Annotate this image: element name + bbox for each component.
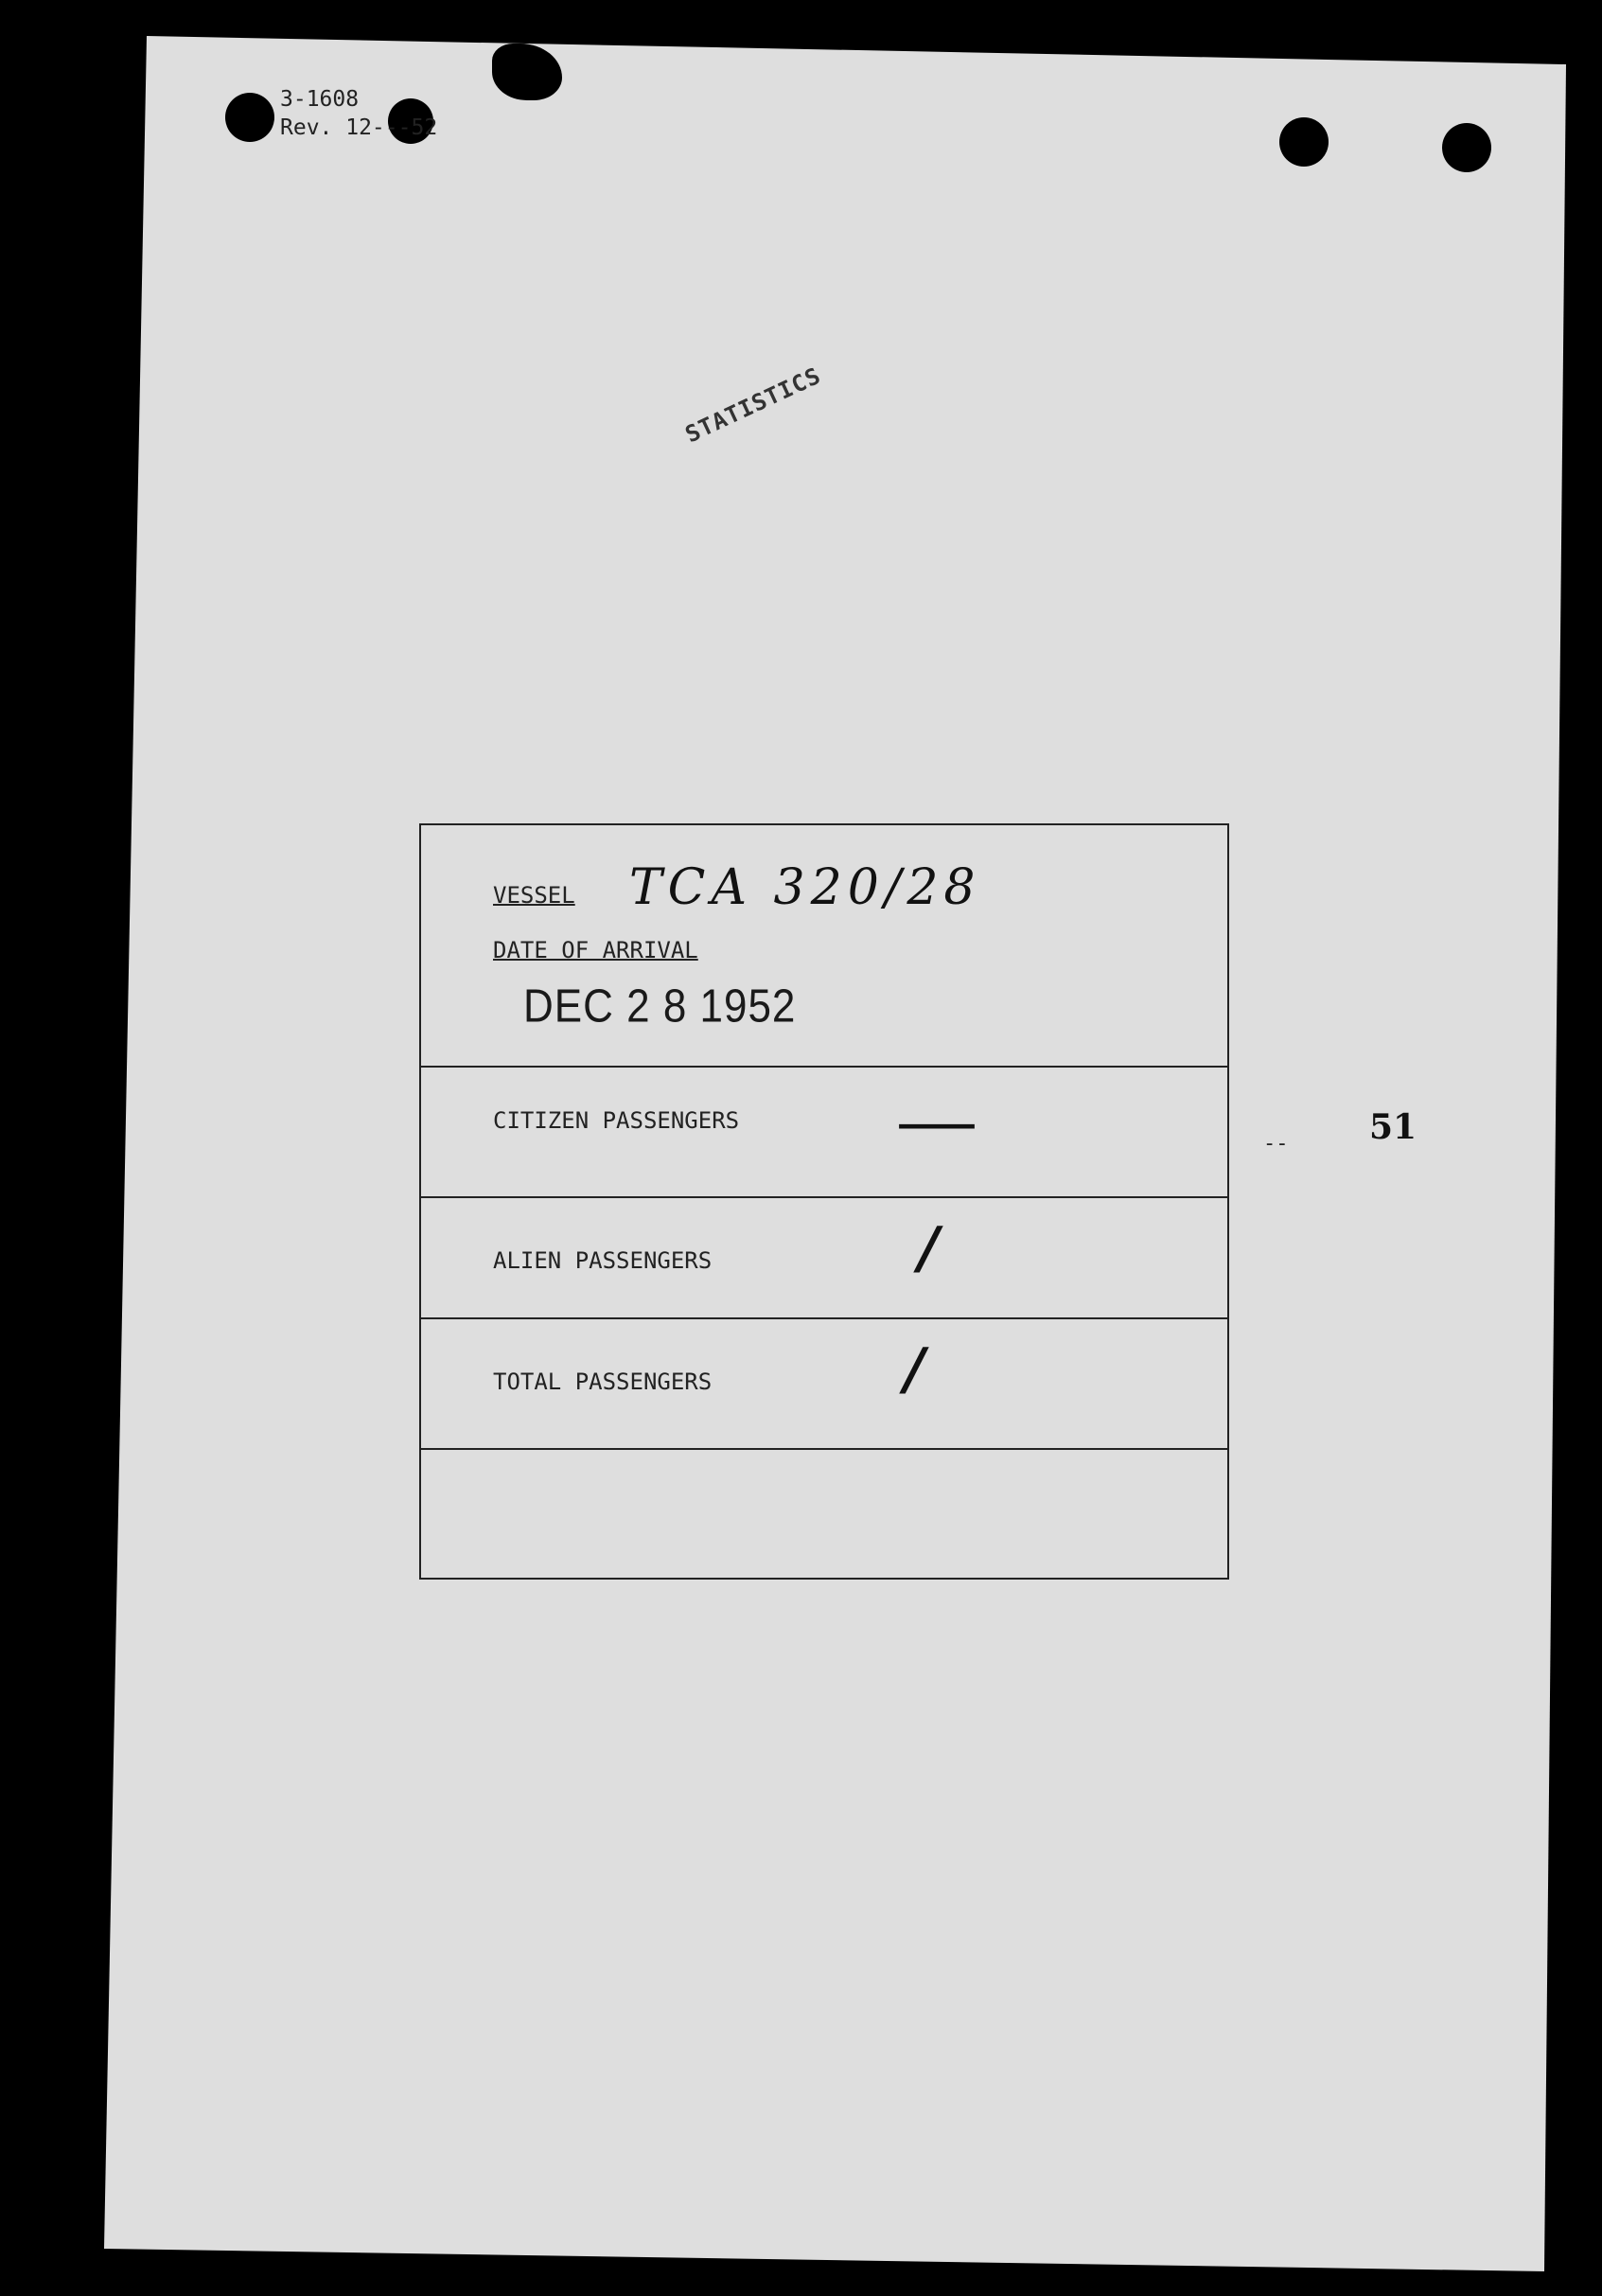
date-of-arrival-label: DATE OF ARRIVAL (493, 937, 698, 963)
form-revision: Rev. 12-‑-52 (280, 115, 438, 140)
total-passengers-row (421, 1319, 1227, 1450)
vessel-value: TCA 320/28 (629, 859, 981, 916)
alien-passengers-row (421, 1198, 1227, 1319)
vessel-section (421, 825, 1227, 1068)
punch-hole (1279, 117, 1329, 167)
form-code (280, 85, 437, 142)
page-number: 51 (1369, 1107, 1417, 1147)
vessel-label: VESSEL (493, 882, 575, 909)
blank-section (421, 1450, 1227, 1576)
passenger-record-box (419, 823, 1229, 1580)
total-passengers-label: TOTAL PASSENGERS (493, 1369, 713, 1395)
date-of-arrival-value: DEC 2 8 1952 (523, 980, 797, 1033)
alien-passengers-label: ALIEN PASSENGERS (493, 1247, 713, 1274)
citizen-passengers-value: — (895, 1083, 978, 1160)
citizen-passengers-row (421, 1068, 1227, 1198)
statistics-stamp: STATISTICS (681, 362, 825, 449)
alien-passengers-value: / (918, 1215, 939, 1281)
punch-hole (1442, 123, 1491, 172)
total-passengers-value: / (904, 1336, 924, 1403)
margin-dash: -- (1263, 1132, 1289, 1156)
form-number: 3-1608 (280, 87, 360, 112)
citizen-passengers-label: CITIZEN PASSENGERS (493, 1107, 740, 1134)
punch-hole (225, 93, 274, 142)
